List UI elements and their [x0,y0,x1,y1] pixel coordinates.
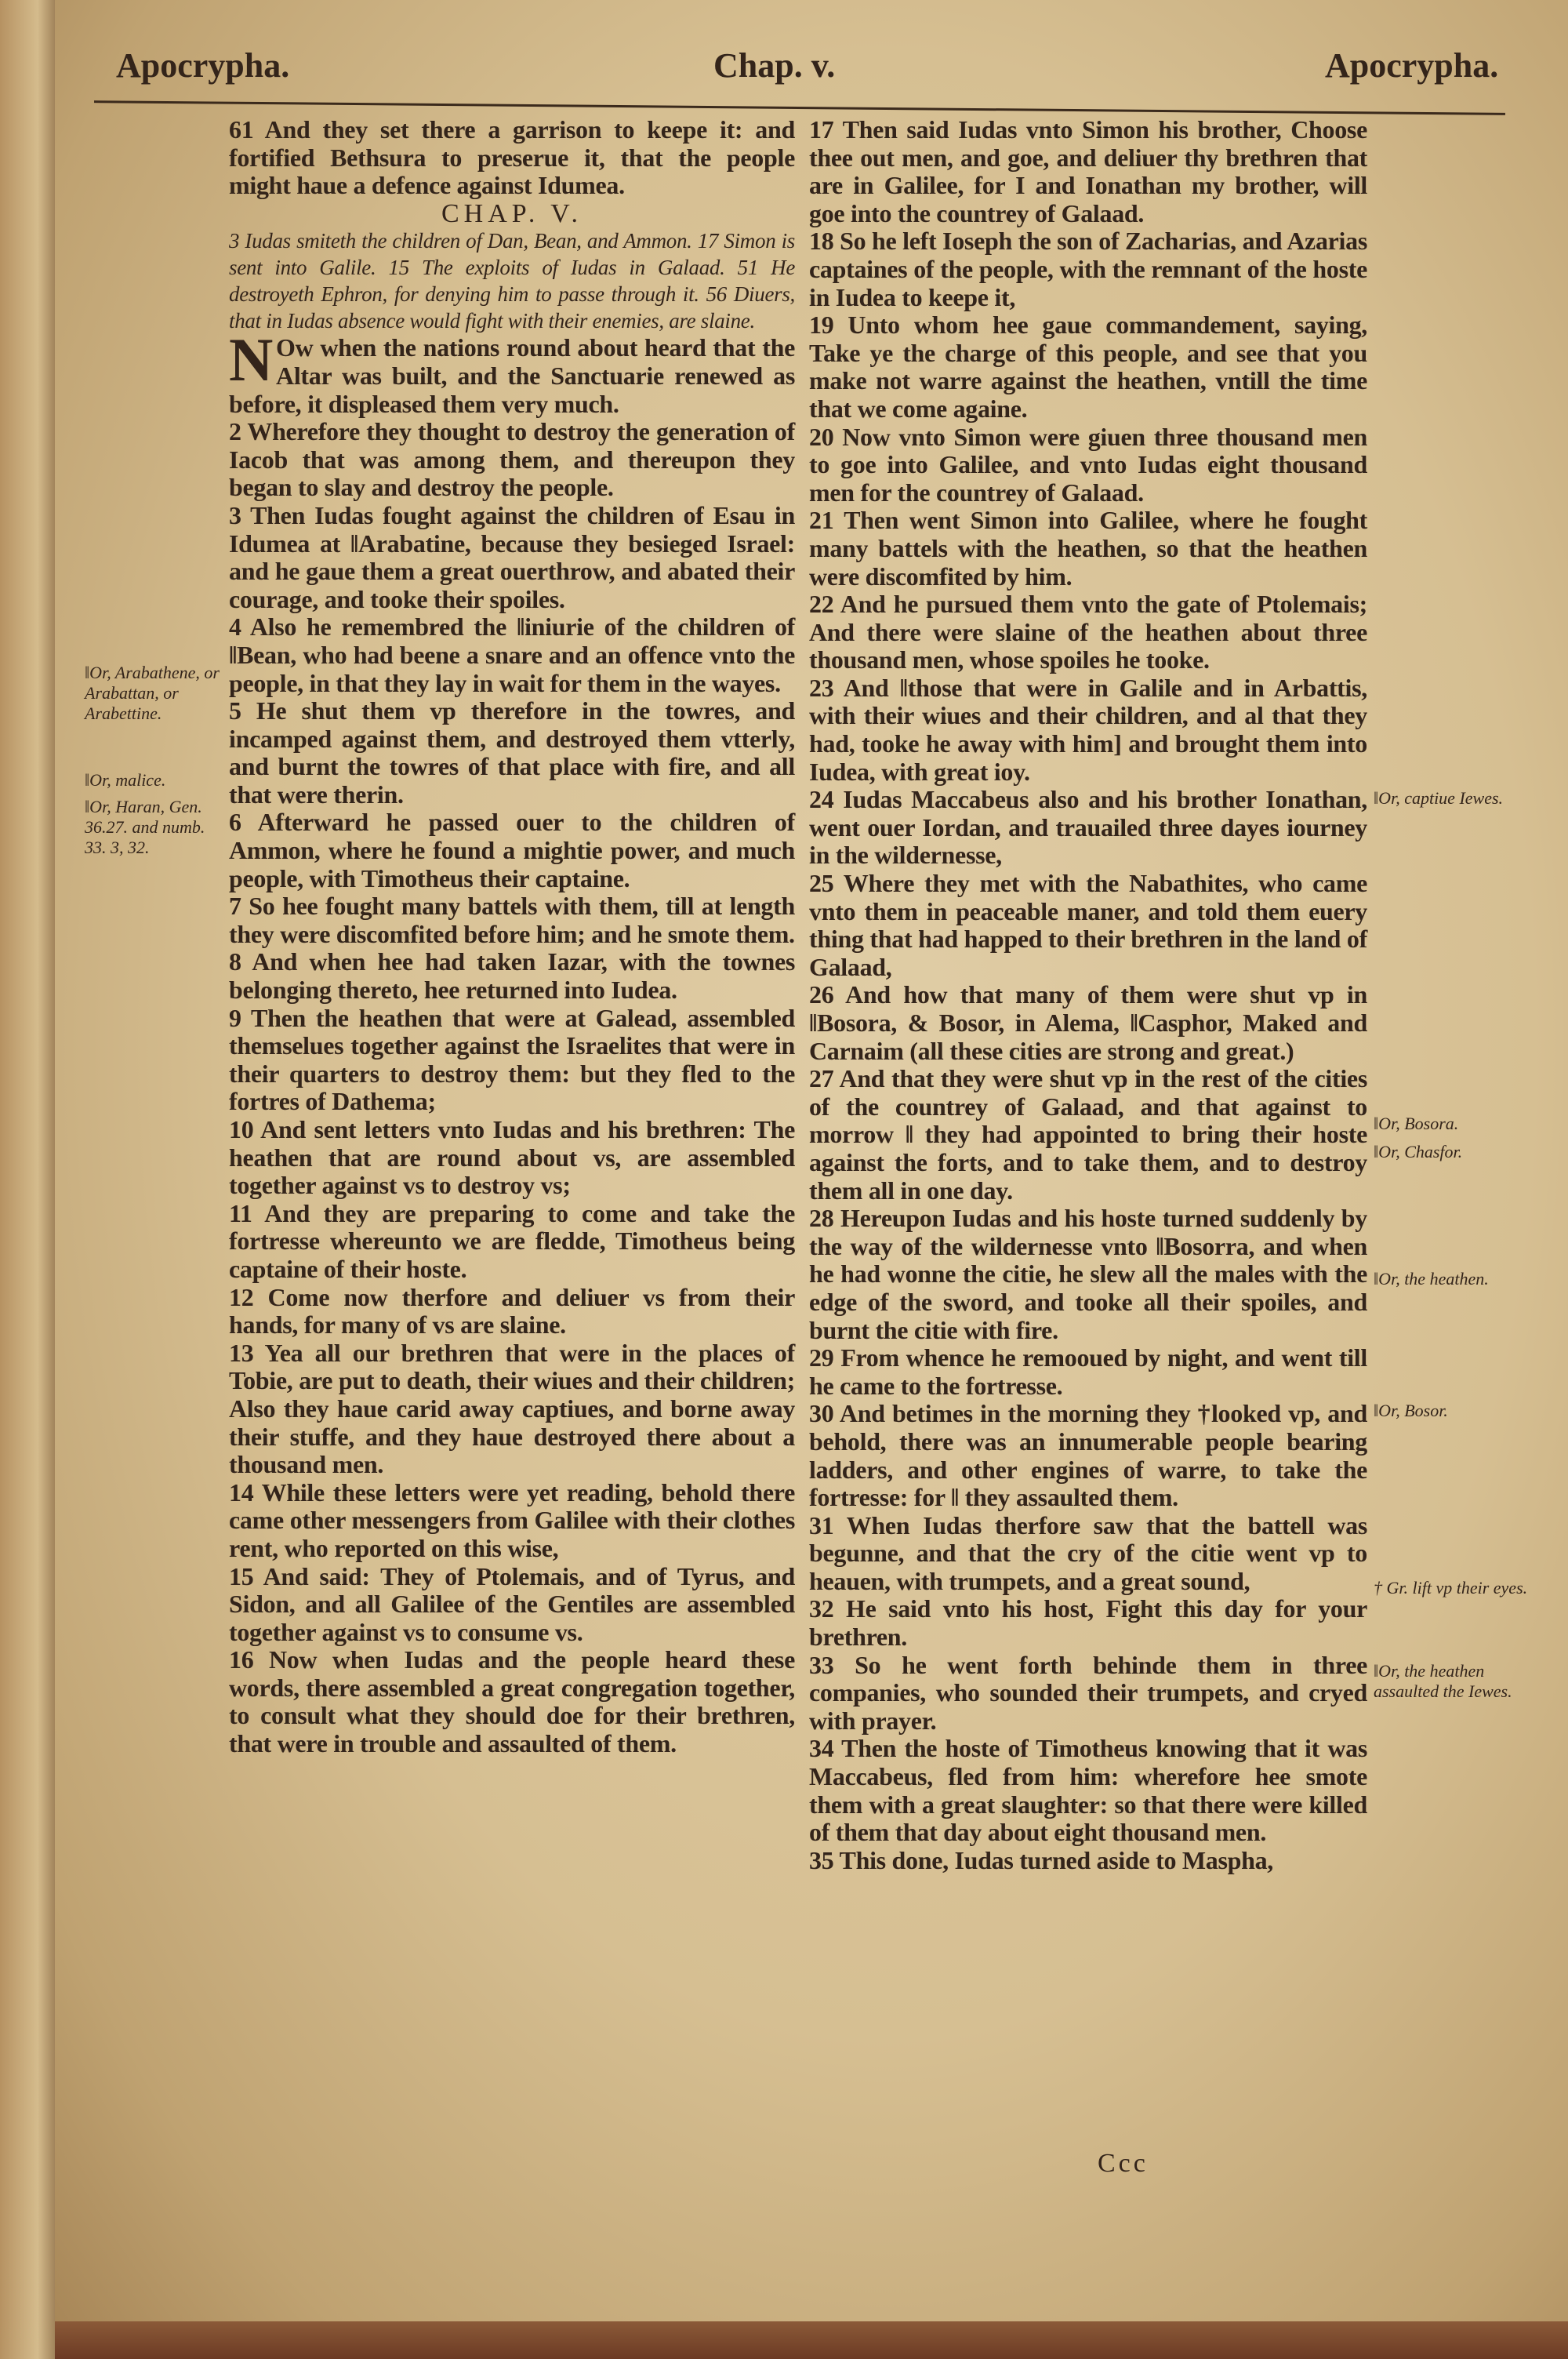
verse: 7 So hee fought many battels with them, till at length they were discomfited before him; and he smote them. [229,892,795,948]
margin-note: ‖Or, Haran, Gen. 36.27. and numb. 33. 3, 32. [85,797,205,857]
margin-note: ‖Or, Chasfor. [1374,1142,1463,1161]
chapter-summary: 3 Iudas smiteth the children of Dan, Bean, and Ammon. 17 Simon is sent into Galile. 15 The exploits of Iudas in Galaad. 51 He destroyeth Ephron, for denying him to passe through it. 56 Diuers, that in Iudas absence would fight with their enemies, are slaine. [229,229,795,333]
verse: 4 Also he remembred the ‖iniurie of the children of ‖Bean, who had beene a snare and an offence vnto the people, in that they lay in wait for them in the wayes. [229,612,795,697]
verse: 15 And said: They of Ptolemais, and of Tyrus, and Sidon, and all Galilee of the Gentiles are assembled together against vs to consume vs. [229,1561,795,1646]
chapter-heading: CHAP. V. [441,198,583,228]
verse-1 [229,325,795,418]
verse: 28 Hereupon Iudas and his hoste turned suddenly by the way of the wildernesse vnto ‖Bosorra, and when he had wonne the citie, he slew all the males with the edge of the sword, and tooke all their spoiles, and burnt the citie with fire. [809,1204,1367,1344]
left-column [229,116,795,1758]
margin-note: † Gr. lift vp their eyes. [1374,1578,1528,1598]
verse-text: Ow when the nations round about heard that the Altar was built, and the Sanctuarie renewed as before, it displeased them very much. [229,333,795,418]
verse: 14 While these letters were yet reading, behold there came other messengers from Galilee with their clothes rent, who reported on this wise, [229,1478,795,1562]
drop-cap: N [229,325,274,394]
margin-note: ‖Or, Bosor. [1374,1401,1448,1420]
running-head-left: Apocrypha. [116,46,290,85]
verse: 8 And when hee had taken Iazar, with the townes belonging thereto, hee returned into Iudea. [229,947,795,1005]
verse: 10 And sent letters vnto Iudas and his brethren: The heathen that are round about vs, are assembled together against vs to destroy vs; [229,1115,795,1200]
verse: 21 Then went Simon into Galilee, where he fought many battels with the heathen, so that the heathen were discomfited by him. [809,506,1367,591]
verse: 17 Then said Iudas vnto Simon his brother, Choose thee out men, and goe, and deliuer thy brethren that are in Galilee, for I and Ionathan my brother, will goe into the countrey of Galaad. [809,115,1367,227]
verse: 35 This done, Iudas turned aside to Maspha, [809,1845,1274,1874]
margin-note: ‖Or, Arabathene, or Arabattan, or Arabettine. [85,663,220,723]
verse: 3 Then Iudas fought against the children of Esau in Idumea at ‖Arabatine, because they besieged Israel: and he gaue them a great ouerthrow, and abated their courage, and tooke their spoiles. [229,500,795,613]
verse: 18 So he left Ioseph the son of Zacharias, and Azarias captaines of the people, with the remnant of the hoste in Iudea to keepe it, [809,227,1367,311]
verse: 24 Iudas Maccabeus also and his brother Ionathan, went ouer Iordan, and trauailed three dayes iourney in the wildernesse, [809,785,1367,870]
verse: 5 He shut them vp therefore in the towres, and incamped against them, and destroyed them vtterly, and burnt the towres of that place with fire, and all that were therin. [229,696,795,809]
verse-61: 61 And they set there a garrison to keepe it: and fortified Bethsura to preserue it, that the people might haue a defence against Idumea. [229,115,795,200]
verse: 34 Then the hoste of Timotheus knowing that it was Maccabeus, fled from him: wherefore hee smote them with a great slaughter: so that there were killed of them that day about eight thousand men. [809,1734,1367,1847]
verse: 32 He said vnto his host, Fight this day for your brethren. [809,1594,1367,1652]
verse: 9 Then the heathen that were at Galead, assembled themselues together against the Israelites that were in their quarters to destroy them: but they fled to the fortres of Dathema; [229,1003,795,1116]
verse: 2 Wherefore they thought to destroy the generation of Iacob that was among them, and thereupon they began to slay and destroy the people. [229,417,795,502]
book-cover-edge [55,2321,1568,2359]
verse: 6 Afterward he passed ouer to the children of Ammon, where he found a mightie power, and much people, with Timotheus their captaine. [229,808,795,892]
margin-note: ‖Or, malice. [85,770,166,790]
verse: 31 When Iudas therfore saw that the battell was begunne, and that the cry of the citie went vp to heauen, with trumpets, and a great sound, [809,1510,1367,1595]
margin-note: ‖Or, Bosora. [1374,1114,1459,1133]
running-head-chapter: Chap. v. [713,46,836,85]
margin-note: ‖Or, the heathen assaulted the Iewes. [1374,1661,1512,1701]
verse: 23 And ‖those that were in Galile and in Arbattis, with their wiues and their children, and al that they had, tooke he away with him] and brought them into Iudea, with great ioy. [809,673,1367,786]
verse: 25 Where they met with the Nabathites, who came vnto them in peaceable maner, and told them euery thing that had happed to their brethren in the land of Galaad, [809,869,1367,981]
verse: 22 And he pursued them vnto the gate of Ptolemais; And there were slaine of the heathen about three thousand men, whose spoiles he tooke. [809,590,1367,674]
verse: 19 Unto whom hee gaue commandement, saying, Take ye the charge of this people, and see that you make not warre against the heathen, vntill the time that we come againe. [809,311,1367,423]
margin-note: ‖Or, the heathen. [1374,1269,1489,1289]
verse: 16 Now when Iudas and the people heard these words, there assembled a great congregation together, to consult what they should doe for their brethren, that were in trouble and assaulted of them. [229,1645,795,1758]
facing-page-edge [0,0,63,2359]
verse: 13 Yea all our brethren that were in the places of Tobie, are put to death, their wiues and their children; Also they haue carid away captiues, and borne away their stuffe, and they haue destroyed there about a thousand men. [229,1338,795,1479]
right-column [809,116,1367,1874]
verse: 33 So he went forth behinde them in three companies, who sounded their trumpets, and cryed with prayer. [809,1650,1367,1735]
verse: 27 And that they were shut vp in the rest of the cities of the countrey of Galaad, and that against to morrow ‖ they had appointed to bring their hoste against the forts, and to take them, and to destroy them all in one day. [809,1064,1367,1205]
verse: 11 And they are preparing to come and take the fortresse whereunto we are fledde, Timotheus being captaine of their hoste. [229,1198,795,1283]
verse: 29 From whence he remooued by night, and went till he came to the fortresse. [809,1343,1367,1400]
signature-mark: Ccc [1098,2149,1149,2178]
verse: 12 Come now therfore and deliuer vs from their hands, for many of vs are slaine. [229,1282,795,1339]
verse: 20 Now vnto Simon were giuen three thousand men to goe into Galilee, and vnto Iudas eight thousand men for the countrey of Galaad. [809,422,1367,507]
verse: 26 And how that many of them were shut vp in ‖Bosora, & Bosor, in Alema, ‖Casphor, Maked and Carnaim (all these cities are strong and great.) [809,980,1367,1065]
margin-note: ‖Or, captiue Iewes. [1374,788,1504,808]
running-head-right: Apocrypha. [1325,46,1499,85]
verse: 30 And betimes in the morning they †looked vp, and behold, there was an innumerable people bearing ladders, and other engines of warre, to take the fortresse: for ‖ they assaulted them. [809,1399,1367,1512]
